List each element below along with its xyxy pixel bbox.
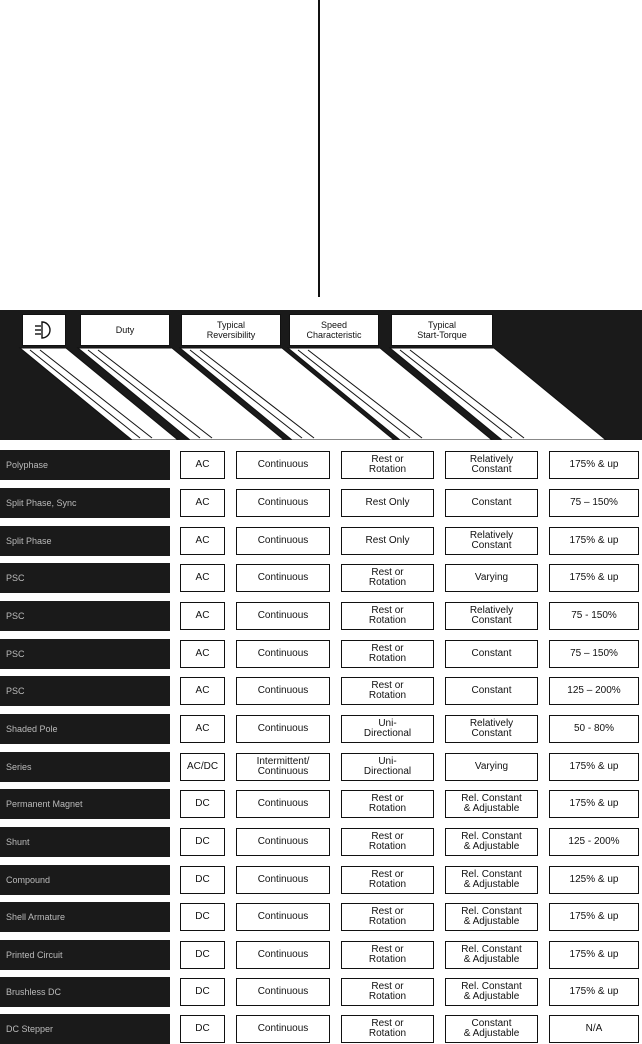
motor-type-label: Series [0, 752, 170, 782]
current-cell: DC [180, 941, 225, 969]
motor-type-label: Shunt [0, 827, 170, 857]
speed-cell: Relatively Constant [445, 527, 538, 555]
motor-type-label: Brushless DC [0, 977, 170, 1007]
table-row [0, 563, 642, 593]
table-row [0, 450, 642, 480]
current-cell: AC [180, 602, 225, 630]
header-tab-label: Typical Start-Torque [417, 320, 467, 340]
motor-type-label: Printed Circuit [0, 940, 170, 970]
torque-cell: 125% & up [549, 866, 639, 894]
speed-cell: Rel. Constant & Adjustable [445, 941, 538, 969]
duty-cell: Continuous [236, 602, 330, 630]
table-row [0, 902, 642, 932]
table-row [0, 601, 642, 631]
current-cell: AC [180, 677, 225, 705]
header-tab-speed [289, 314, 379, 346]
duty-cell: Continuous [236, 640, 330, 668]
lamp-icon [33, 320, 55, 340]
motor-type-label: DC Stepper [0, 1014, 170, 1044]
torque-cell: 50 - 80% [549, 715, 639, 743]
header-tab-label: Speed Characteristic [306, 320, 362, 340]
current-cell: DC [180, 978, 225, 1006]
table-row [0, 1014, 642, 1044]
header-tab-label: Typical Reversibility [206, 320, 256, 340]
table-row [0, 789, 642, 819]
duty-cell: Continuous [236, 903, 330, 931]
current-cell: DC [180, 828, 225, 856]
header-tab-torque [391, 314, 493, 346]
reversibility-cell: Rest or Rotation [341, 677, 434, 705]
reversibility-cell: Rest or Rotation [341, 828, 434, 856]
speed-cell: Rel. Constant & Adjustable [445, 978, 538, 1006]
speed-cell: Rel. Constant & Adjustable [445, 903, 538, 931]
table-row [0, 639, 642, 669]
duty-cell: Continuous [236, 790, 330, 818]
current-cell: DC [180, 1015, 225, 1043]
reversibility-cell: Rest or Rotation [341, 790, 434, 818]
duty-cell: Continuous [236, 1015, 330, 1043]
reversibility-cell: Rest or Rotation [341, 602, 434, 630]
table-row [0, 865, 642, 895]
speed-cell: Constant & Adjustable [445, 1015, 538, 1043]
current-cell: AC [180, 640, 225, 668]
motor-type-label: PSC [0, 601, 170, 631]
torque-cell: 75 – 150% [549, 489, 639, 517]
duty-cell: Continuous [236, 564, 330, 592]
motor-type-label: PSC [0, 563, 170, 593]
torque-cell: N/A [549, 1015, 639, 1043]
torque-cell: 125 – 200% [549, 677, 639, 705]
reversibility-cell: Uni- Directional [341, 715, 434, 743]
motor-type-label: Shaded Pole [0, 714, 170, 744]
speed-cell: Relatively Constant [445, 451, 538, 479]
table-row [0, 752, 642, 782]
reversibility-cell: Rest Only [341, 489, 434, 517]
current-cell: DC [180, 790, 225, 818]
duty-cell: Continuous [236, 978, 330, 1006]
torque-cell: 175% & up [549, 941, 639, 969]
current-cell: AC [180, 564, 225, 592]
table-row [0, 526, 642, 556]
speed-cell: Rel. Constant & Adjustable [445, 866, 538, 894]
table-row [0, 488, 642, 518]
torque-cell: 175% & up [549, 978, 639, 1006]
torque-cell: 175% & up [549, 790, 639, 818]
motor-type-label: PSC [0, 676, 170, 706]
current-cell: DC [180, 903, 225, 931]
current-cell: AC/DC [180, 753, 225, 781]
speed-cell: Rel. Constant & Adjustable [445, 828, 538, 856]
duty-cell: Continuous [236, 715, 330, 743]
motor-type-label: Split Phase, Sync [0, 488, 170, 518]
duty-cell: Continuous [236, 866, 330, 894]
duty-cell: Continuous [236, 489, 330, 517]
reversibility-cell: Rest or Rotation [341, 941, 434, 969]
duty-cell: Continuous [236, 941, 330, 969]
current-cell: AC [180, 527, 225, 555]
header-tab-reversibility [181, 314, 281, 346]
motor-type-label: Split Phase [0, 526, 170, 556]
header-tab-label: Duty [115, 325, 135, 335]
reversibility-cell: Rest or Rotation [341, 866, 434, 894]
torque-cell: 75 – 150% [549, 640, 639, 668]
current-cell: AC [180, 451, 225, 479]
table-row [0, 676, 642, 706]
vertical-divider-line [318, 0, 320, 297]
reversibility-cell: Rest or Rotation [341, 451, 434, 479]
reversibility-cell: Rest Only [341, 527, 434, 555]
duty-cell: Intermittent/ Continuous [236, 753, 330, 781]
motor-type-label: Polyphase [0, 450, 170, 480]
motor-type-label: Compound [0, 865, 170, 895]
reversibility-cell: Rest or Rotation [341, 640, 434, 668]
reversibility-cell: Uni- Directional [341, 753, 434, 781]
speed-cell: Rel. Constant & Adjustable [445, 790, 538, 818]
duty-cell: Continuous [236, 677, 330, 705]
table-row [0, 714, 642, 744]
motor-type-label: Permanent Magnet [0, 789, 170, 819]
table-row [0, 977, 642, 1007]
reversibility-cell: Rest or Rotation [341, 903, 434, 931]
torque-cell: 175% & up [549, 753, 639, 781]
speed-cell: Constant [445, 640, 538, 668]
speed-cell: Relatively Constant [445, 602, 538, 630]
motor-type-label: PSC [0, 639, 170, 669]
torque-cell: 75 - 150% [549, 602, 639, 630]
current-cell: AC [180, 715, 225, 743]
motor-type-label: Shell Armature [0, 902, 170, 932]
reversibility-cell: Rest or Rotation [341, 978, 434, 1006]
speed-cell: Relatively Constant [445, 715, 538, 743]
speed-cell: Varying [445, 753, 538, 781]
header-tab-duty [80, 314, 170, 346]
torque-cell: 125 - 200% [549, 828, 639, 856]
current-cell: DC [180, 866, 225, 894]
torque-cell: 175% & up [549, 451, 639, 479]
speed-cell: Constant [445, 677, 538, 705]
header-tab-icon [22, 314, 66, 346]
duty-cell: Continuous [236, 451, 330, 479]
torque-cell: 175% & up [549, 527, 639, 555]
duty-cell: Continuous [236, 828, 330, 856]
torque-cell: 175% & up [549, 903, 639, 931]
speed-cell: Varying [445, 564, 538, 592]
reversibility-cell: Rest or Rotation [341, 1015, 434, 1043]
table-row [0, 827, 642, 857]
reversibility-cell: Rest or Rotation [341, 564, 434, 592]
current-cell: AC [180, 489, 225, 517]
speed-cell: Constant [445, 489, 538, 517]
torque-cell: 175% & up [549, 564, 639, 592]
table-row [0, 940, 642, 970]
duty-cell: Continuous [236, 527, 330, 555]
